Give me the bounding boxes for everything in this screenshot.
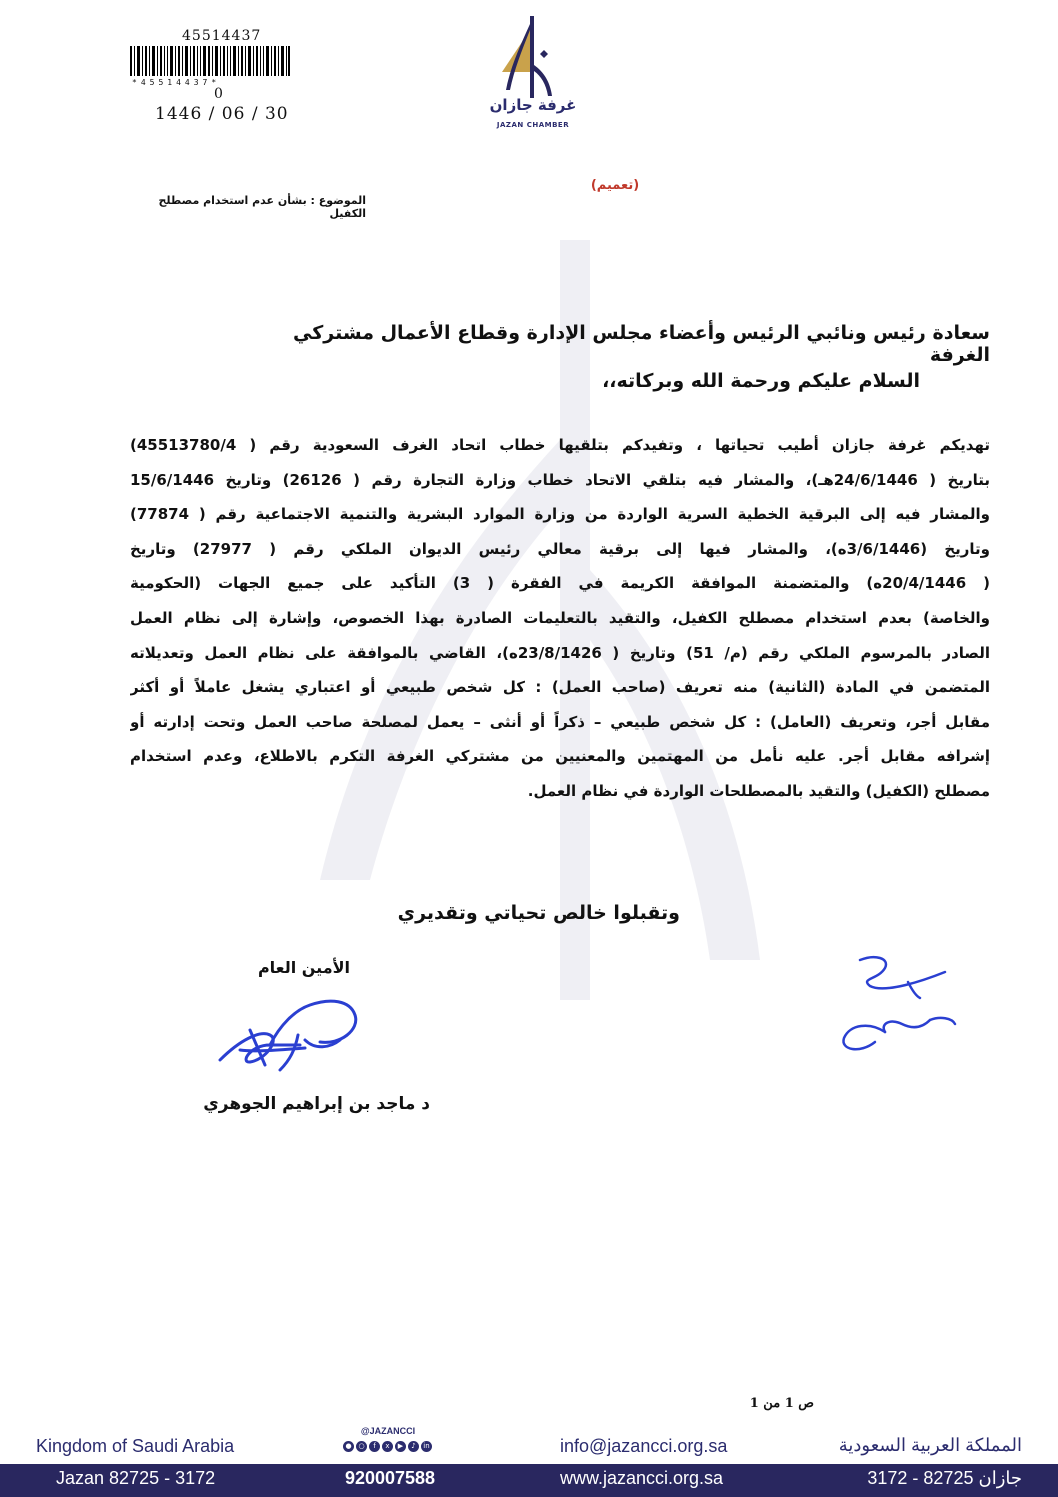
x-icon[interactable]: x: [382, 1441, 393, 1452]
barcode-caption: *45514437*: [132, 78, 221, 87]
jazan-chamber-logo: [492, 10, 572, 100]
hijri-date: 1446 / 06 / 30: [155, 104, 289, 124]
body-line: والمشار فيه إلى البرقية الخطية السرية الواردة من وزارة الموارد البشرية والتنمية الاجتماعية رقم ( 77874): [130, 505, 990, 524]
subject-line: الموضوع : بشأن عدم استخدام مصطلح الكفيل: [158, 194, 366, 220]
footer-kingdom-ar: المملكة العربية السعودية: [838, 1435, 1022, 1455]
footer-social-handle: @JAZANCCI: [360, 1426, 416, 1436]
reference-copy: 0: [214, 86, 223, 102]
signatory-name: د ماجد بن إبراهيم الجوهري: [203, 1094, 430, 1114]
body-line: ( 20/4/1446ه) والمتضمنة الموافقة الكريمة في الفقرة ( 3) التأكيد على جميع الجهات (الحكومية: [130, 574, 990, 593]
page-number: ص 1 من 1: [749, 1396, 814, 1411]
footer-address-en: Jazan 82725 - 3172: [56, 1468, 216, 1488]
body-line: إشرافه مقابل أجر. عليه نأمل من المهتمين والمعنيين من مشتركي الغرفة التكرم بالاطلاع، وعدم استخدام: [130, 747, 990, 766]
youtube-icon[interactable]: ▶: [395, 1441, 406, 1452]
body-line: الصادر بالمرسوم الملكي رقم (م/ 51) وتاريخ ( 23/8/1426ه)، القاضي بالموافقة على نظام العمل وتعديلاته: [130, 643, 990, 662]
logo-english-text: JAZAN CHAMBER: [496, 121, 570, 129]
handwritten-initials: [830, 950, 960, 1070]
footer-address-ar: جازان 82725 - 3172: [867, 1468, 1022, 1488]
body-line: مصطلح (الكفيل) والتقيد بالمصطلحات الواردة في نظام العمل.: [527, 781, 990, 800]
linkedin-icon[interactable]: in: [421, 1441, 432, 1452]
social-icons: [343, 1441, 435, 1455]
tiktok-icon[interactable]: ♪: [408, 1441, 419, 1452]
body-line: مقابل أجر، وتعريف (العامل) : كل شخص طبيعي – ذكراً أو أنثى – يعمل لمصلحة صاحب العمل وتحت إدارته أو: [130, 712, 990, 731]
body-line: بتاريخ ( 24/6/1446هـ)، والمشار فيه بتلقي الاتحاد خطاب وزارة التجارة رقم ( 26126) وتاريخ 15/6/1446: [130, 470, 990, 489]
handwritten-signature: [210, 990, 380, 1085]
footer-website[interactable]: www.jazancci.org.sa: [560, 1468, 724, 1488]
barcode: [130, 46, 290, 76]
facebook-icon[interactable]: f: [369, 1441, 380, 1452]
addressee: سعادة رئيس ونائبي الرئيس وأعضاء مجلس الإدارة وقطاع الأعمال مشتركي الغرفة: [293, 322, 990, 366]
body-line: والخاصة) بعدم استخدام مصطلح الكفيل، والتقيد بالتعليمات الصادرة بهذا الخصوص، وإشارة إلى نظام العمل: [130, 608, 990, 627]
footer-kingdom-en: Kingdom of Saudi Arabia: [36, 1436, 235, 1456]
body-line: وتاريخ (3/6/1446ه)، والمشار فيها إلى برقية معالي رئيس الديوان الملكي رقم ( 27977) وتاريخ: [130, 539, 990, 558]
footer-phone[interactable]: 920007588: [344, 1468, 436, 1488]
circular-tag: (تعميم): [590, 178, 640, 193]
snapchat-icon[interactable]: ●: [343, 1441, 354, 1452]
body-line: تهديكم غرفة جازان أطيب تحياتها ، وتفيدكم بتلقيها خطاب اتحاد الغرف السعودية رقم ( 45513780/4): [130, 436, 990, 454]
signatory-title: الأمين العام: [257, 958, 350, 977]
closing-line: وتقبلوا خالص تحياتي وتقديري: [397, 902, 680, 924]
body-line: المتضمن في المادة (الثانية) منه تعريف (صاحب العمل) : كل شخص طبيعي أو اعتباري يشغل عاملاً أو أكثر: [130, 678, 990, 697]
greeting: السلام عليكم ورحمة الله وبركاته،،: [602, 370, 920, 392]
logo-arabic-text: غرفة جازان: [489, 96, 577, 114]
reference-number: 45514437: [182, 28, 262, 44]
instagram-icon[interactable]: ○: [356, 1441, 367, 1452]
footer-email[interactable]: info@jazancci.org.sa: [560, 1436, 728, 1456]
letter-body: [130, 428, 990, 809]
